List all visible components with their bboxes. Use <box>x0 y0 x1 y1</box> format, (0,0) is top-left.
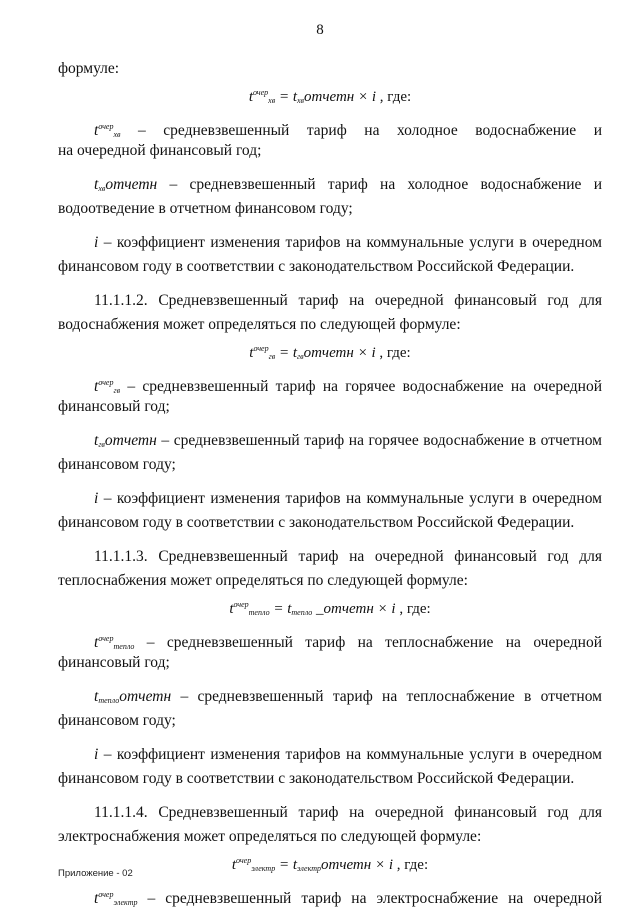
section-heading-line: 11.1.1.3. Средневзвешенный тариф на очередной финансовый год для <box>94 548 602 565</box>
text-line: финансовый год; <box>58 398 170 415</box>
text-line: водоснабжения может определяться по следующей формуле: <box>58 316 461 333</box>
text-line: финансовом году в соответствии с законодательством Российской Федерации. <box>58 258 575 275</box>
definition-line: $t^{очер}_{тепло}$ – средневзвешенный тариф на теплоснабжение на очередной <box>94 634 602 651</box>
formula-cold-water: $t^{очер}_{хв}$ = $t_{хв}отчетн \times i$ , где: <box>248 88 412 105</box>
formula-electricity: $t^{очер}_{электр}$ = $t_{электр}отчетн \times i$ , где: <box>231 856 429 873</box>
section-heading-line: 11.1.1.2. Средневзвешенный тариф на очередной финансовый год для <box>94 292 602 309</box>
definition-line: $t^{очер}_{гв}$ – средневзвешенный тариф на горячее водоснабжение на очередной <box>94 378 602 395</box>
text-line: финансовом году; <box>58 712 176 729</box>
text-line: финансовом году; <box>58 456 176 473</box>
page-number: 8 <box>316 22 324 38</box>
definition-line: $t^{очер}_{электр}$ – средневзвешенный тариф на электроснабжение на очередной <box>94 890 602 907</box>
section-heading-line: 11.1.1.4. Средневзвешенный тариф на очередной финансовый год для <box>94 804 602 821</box>
text-line: электроснабжения может определяться по следующей формуле: <box>58 828 482 845</box>
text-line: на очередной финансовый год; <box>58 142 262 159</box>
text-line: теплоснабжения может определяться по следующей формуле: <box>58 572 468 589</box>
text-line: финансовом году в соответствии с законодательством Российской Федерации. <box>58 514 575 531</box>
text-line: водоотведение в отчетном финансовом году; <box>58 200 353 217</box>
definition-line: $t^{очер}_{хв}$ – средневзвешенный тариф на холодное водоснабжение и <box>94 122 602 139</box>
definition-line: i – коэффициент изменения тарифов на коммунальные услуги в очередном <box>94 746 602 763</box>
text-line: финансовом году в соответствии с законодательством Российской Федерации. <box>58 770 575 787</box>
formula-heating: $t^{очер}_{тепло} = t_{тепло}$ _отчетн × i , где: <box>229 600 431 617</box>
page-footer: Приложение - 02 <box>58 868 133 879</box>
document-body <box>58 57 602 907</box>
text-line: финансовый год; <box>58 654 170 671</box>
definition-line: i – коэффициент изменения тарифов на коммунальные услуги в очередном <box>94 490 602 507</box>
definition-line: $t_{гв}отчетн$ – средневзвешенный тариф на горячее водоснабжение в отчетном <box>94 432 602 449</box>
formula-hot-water: $t^{очер}_{гв}$ = $t_{гв}отчетн \times i$ , где: <box>249 344 411 361</box>
definition-line: $t_{тепло}отчетн$ – средневзвешенный тариф на теплоснабжение в отчетном <box>94 688 602 705</box>
text-line: формуле: <box>58 60 120 77</box>
definition-line: i – коэффициент изменения тарифов на коммунальные услуги в очередном <box>94 234 602 251</box>
definition-line: $t_{хв}отчетн$ – средневзвешенный тариф на холодное водоснабжение и <box>94 176 602 193</box>
